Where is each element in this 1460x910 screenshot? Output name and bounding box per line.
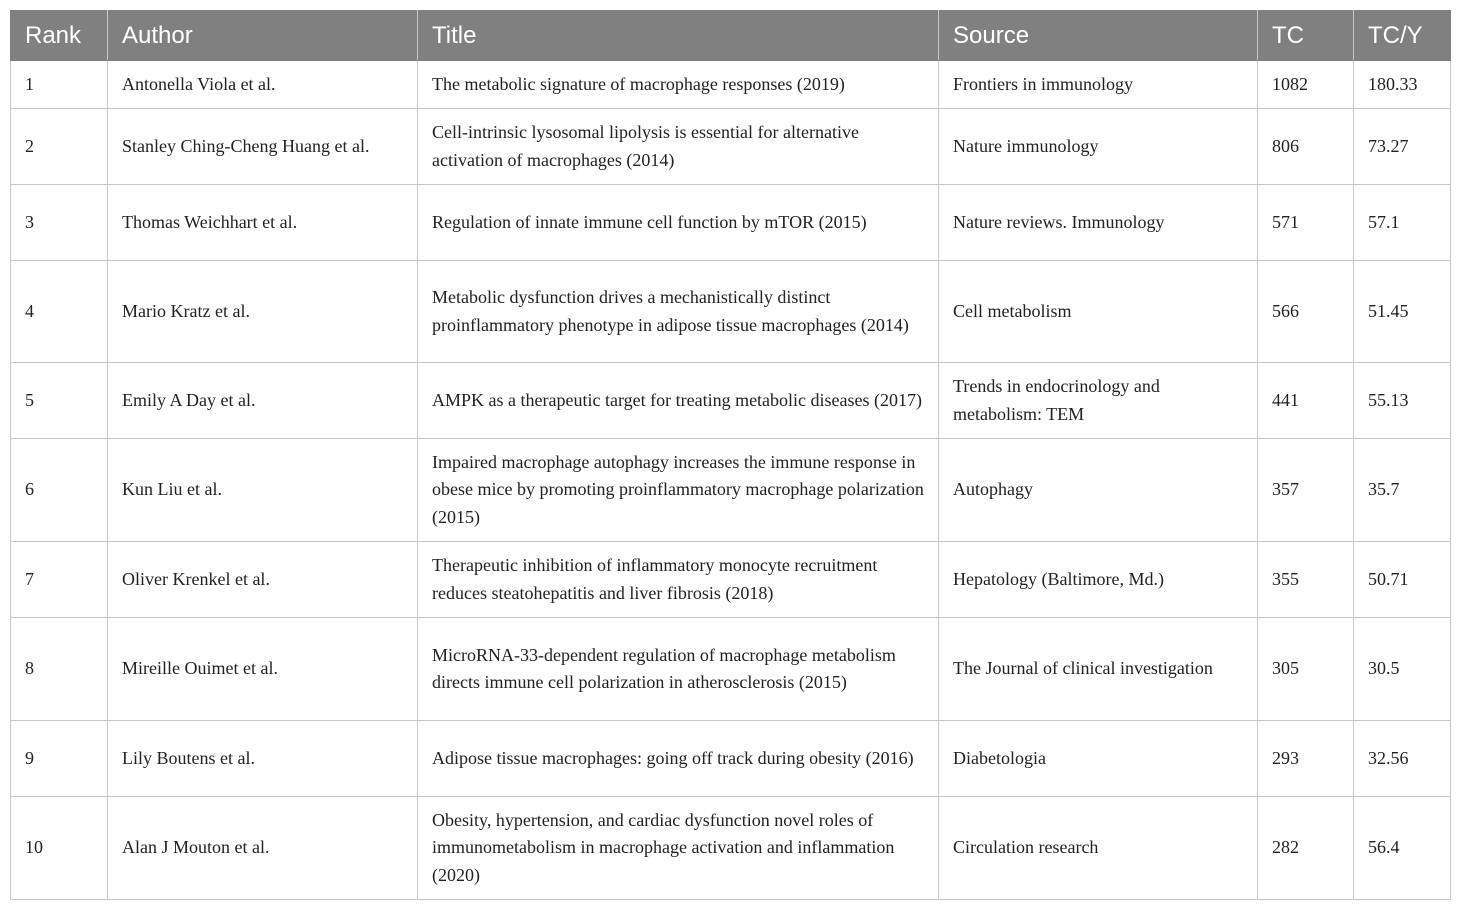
source-cell: Nature immunology [939, 109, 1258, 185]
table-body [11, 61, 1451, 900]
author-cell: Mireille Ouimet et al. [108, 618, 418, 721]
source-cell: Hepatology (Baltimore, Md.) [939, 542, 1258, 618]
tcy-cell: 30.5 [1354, 618, 1451, 721]
rank-cell: 3 [11, 185, 108, 261]
column-header-tcy: TC/Y [1354, 11, 1451, 61]
title-cell: AMPK as a therapeutic target for treating metabolic diseases (2017) [418, 363, 939, 439]
tc-cell: 441 [1258, 363, 1354, 439]
author-cell: Oliver Krenkel et al. [108, 542, 418, 618]
title-cell: The metabolic signature of macrophage responses (2019) [418, 61, 939, 109]
tc-cell: 357 [1258, 439, 1354, 542]
table-row [11, 109, 1451, 185]
source-cell: Autophagy [939, 439, 1258, 542]
table-row [11, 261, 1451, 363]
title-cell: Adipose tissue macrophages: going off track during obesity (2016) [418, 721, 939, 797]
table-row [11, 542, 1451, 618]
rank-cell: 10 [11, 797, 108, 900]
rank-cell: 8 [11, 618, 108, 721]
tcy-cell: 73.27 [1354, 109, 1451, 185]
rank-cell: 2 [11, 109, 108, 185]
author-cell: Thomas Weichhart et al. [108, 185, 418, 261]
title-cell: Cell-intrinsic lysosomal lipolysis is essential for alternative activation of macrophages (2014) [418, 109, 939, 185]
tcy-cell: 50.71 [1354, 542, 1451, 618]
tc-cell: 566 [1258, 261, 1354, 363]
title-cell: Therapeutic inhibition of inflammatory monocyte recruitment reduces steatohepatitis and liver fibrosis (2018) [418, 542, 939, 618]
top-cited-papers-table [10, 10, 1451, 900]
author-cell: Lily Boutens et al. [108, 721, 418, 797]
author-cell: Alan J Mouton et al. [108, 797, 418, 900]
author-cell: Mario Kratz et al. [108, 261, 418, 363]
column-header-title: Title [418, 11, 939, 61]
title-cell: Regulation of innate immune cell function by mTOR (2015) [418, 185, 939, 261]
rank-cell: 9 [11, 721, 108, 797]
column-header-rank: Rank [11, 11, 108, 61]
tc-cell: 355 [1258, 542, 1354, 618]
rank-cell: 4 [11, 261, 108, 363]
table-row [11, 797, 1451, 900]
tcy-cell: 51.45 [1354, 261, 1451, 363]
table-header [11, 11, 1451, 61]
tcy-cell: 35.7 [1354, 439, 1451, 542]
source-cell: Nature reviews. Immunology [939, 185, 1258, 261]
table-row [11, 618, 1451, 721]
header-row [11, 11, 1451, 61]
tc-cell: 806 [1258, 109, 1354, 185]
rank-cell: 7 [11, 542, 108, 618]
title-cell: Obesity, hypertension, and cardiac dysfunction novel roles of immunometabolism in macrophage activation and inflammation (2020) [418, 797, 939, 900]
tc-cell: 571 [1258, 185, 1354, 261]
table-row [11, 185, 1451, 261]
rank-cell: 1 [11, 61, 108, 109]
column-header-author: Author [108, 11, 418, 61]
column-header-source: Source [939, 11, 1258, 61]
table-row [11, 439, 1451, 542]
source-cell: Trends in endocrinology and metabolism: TEM [939, 363, 1258, 439]
table-row [11, 721, 1451, 797]
title-cell: MicroRNA-33-dependent regulation of macrophage metabolism directs immune cell polarization in atherosclerosis (2015) [418, 618, 939, 721]
tc-cell: 282 [1258, 797, 1354, 900]
title-cell: Metabolic dysfunction drives a mechanistically distinct proinflammatory phenotype in adipose tissue macrophages (2014) [418, 261, 939, 363]
source-cell: The Journal of clinical investigation [939, 618, 1258, 721]
rank-cell: 6 [11, 439, 108, 542]
tcy-cell: 32.56 [1354, 721, 1451, 797]
table-row [11, 363, 1451, 439]
tcy-cell: 57.1 [1354, 185, 1451, 261]
tc-cell: 1082 [1258, 61, 1354, 109]
tcy-cell: 56.4 [1354, 797, 1451, 900]
rank-cell: 5 [11, 363, 108, 439]
column-header-tc: TC [1258, 11, 1354, 61]
source-cell: Frontiers in immunology [939, 61, 1258, 109]
tc-cell: 305 [1258, 618, 1354, 721]
tcy-cell: 55.13 [1354, 363, 1451, 439]
tc-cell: 293 [1258, 721, 1354, 797]
source-cell: Circulation research [939, 797, 1258, 900]
author-cell: Antonella Viola et al. [108, 61, 418, 109]
source-cell: Diabetologia [939, 721, 1258, 797]
author-cell: Emily A Day et al. [108, 363, 418, 439]
author-cell: Stanley Ching-Cheng Huang et al. [108, 109, 418, 185]
tcy-cell: 180.33 [1354, 61, 1451, 109]
table-row [11, 61, 1451, 109]
author-cell: Kun Liu et al. [108, 439, 418, 542]
source-cell: Cell metabolism [939, 261, 1258, 363]
citation-table-container [10, 10, 1450, 900]
title-cell: Impaired macrophage autophagy increases the immune response in obese mice by promoting proinflammatory macrophage polarization (2015) [418, 439, 939, 542]
